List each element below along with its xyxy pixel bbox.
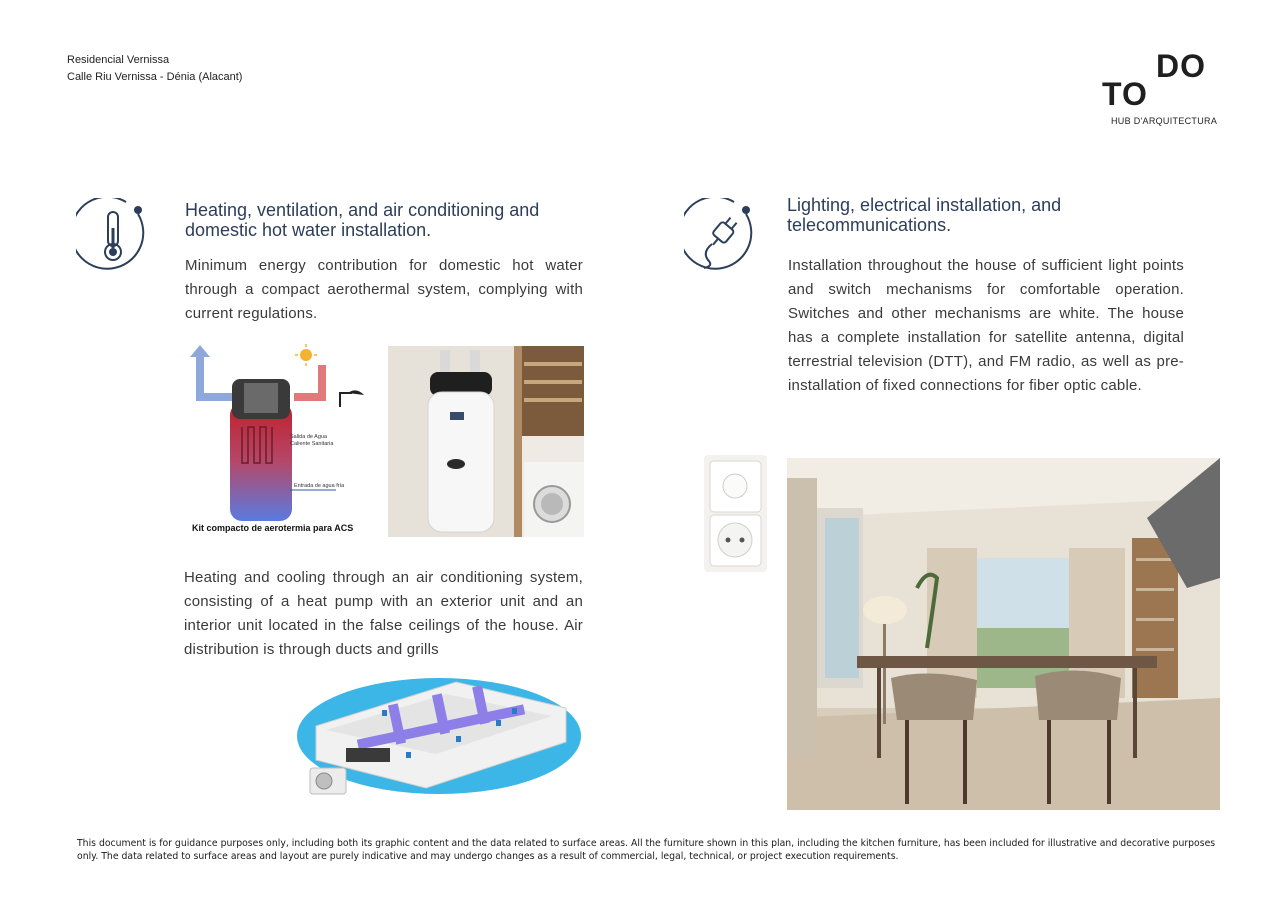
cold-water-label: Entrada de agua fría <box>294 483 345 489</box>
hvac-section-title: Heating, ventilation, and air conditioning and domestic hot water installation. <box>185 200 540 240</box>
project-name: Residencial Vernissa <box>67 54 170 66</box>
living-room-render <box>787 458 1220 810</box>
diagram-caption: Kit compacto de aerotermia para ACS <box>192 523 354 533</box>
heat-pump-photo <box>388 346 584 537</box>
project-address-block <box>67 52 242 86</box>
hot-water-label-2: Caliente Sanitaria <box>290 441 334 447</box>
footer-disclaimer: This document is for guidance purposes only, including both its graphic content and the data related to surface areas. All the furniture shown in this plan, including the kitchen furniture, has been included for illustrative and decorative purposes only. The data related to surface areas and layout are purely indicative and may undergo changes as a result of commercial, legal, technical, or project execution requirements. <box>77 838 1216 862</box>
hvac-paragraph-dhw: Minimum energy contribution for domestic hot water through a compact aerothermal system, complying with current regulations. <box>185 257 583 322</box>
electrical-paragraph: Installation throughout the house of sufficient light points and switch mechanisms for comfortable operation. Switches and other mechanisms are white. The house has a complete installation for satellite antenna, digital terrestrial television (DTT), and FM radio, as well as pre-installation of fixed connections for fiber optic cable. <box>788 257 1184 394</box>
ducts-diagram <box>296 668 582 802</box>
project-address: Calle Riu Vernissa - Dénia (Alacant) <box>67 71 243 83</box>
aerothermal-diagram <box>186 343 381 539</box>
hvac-paragraph-air-conditioning: Heating and cooling through an air conditioning system, consisting of a heat pump with an exterior unit and an interior unit located in the false ceilings of the house. Air distribution is through ducts and grills <box>184 569 583 658</box>
thermometer-icon <box>76 198 148 270</box>
hot-water-label-1: Salida de Agua <box>290 434 328 440</box>
switch-socket-photo <box>704 455 767 572</box>
todo-logo <box>1100 48 1230 130</box>
logo-do: DO <box>1156 48 1206 84</box>
plug-icon <box>684 198 756 270</box>
logo-subtitle: HUB D'ARQUITECTURA <box>1111 116 1218 126</box>
electrical-section-title: Lighting, electrical installation, and telecommunications. <box>787 195 1062 235</box>
logo-to: TO <box>1102 76 1148 112</box>
